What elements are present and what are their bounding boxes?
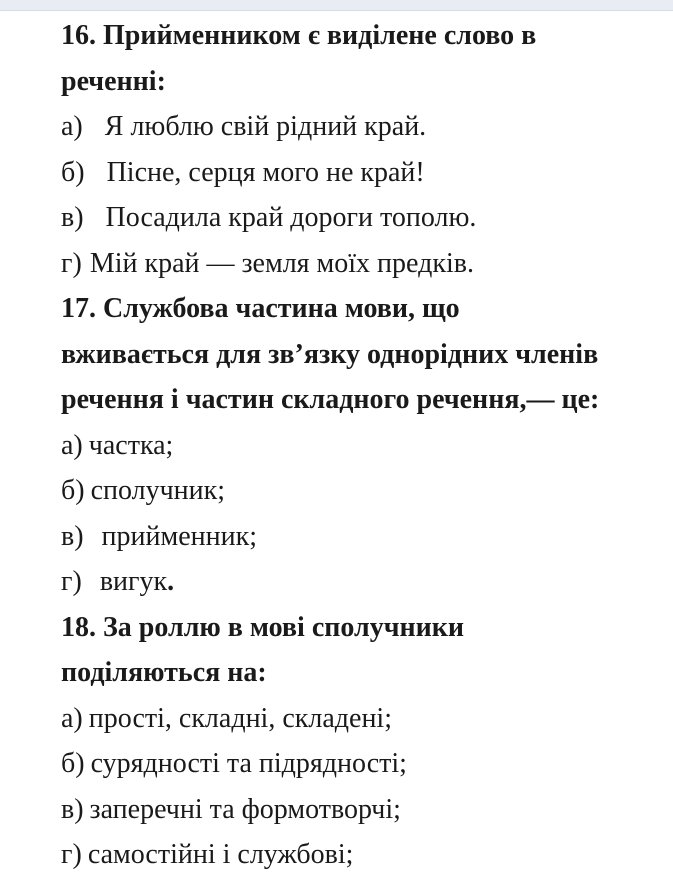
question-17-title-line-2: вживається для зв’язку однорідних членів [61, 338, 599, 370]
question-17-option-a [61, 423, 673, 469]
option-letter: в) [61, 793, 84, 825]
question-16-title-line-1 [61, 13, 673, 59]
option-letter: г) [61, 839, 82, 870]
option-text: вигук [99, 566, 168, 597]
question-16-option-c [61, 195, 673, 241]
option-letter: в) [61, 520, 84, 552]
top-bar [0, 0, 673, 11]
question-17-option-d [61, 559, 673, 605]
question-18-option-a [61, 696, 673, 742]
option-suffix: . [167, 566, 175, 597]
question-17-title-line-1 [61, 286, 673, 332]
question-18-title-line-2: поділяються на: [61, 657, 267, 688]
option-text: частка; [88, 429, 174, 461]
option-letter: а) [61, 111, 83, 142]
question-18-option-d [61, 832, 673, 878]
option-text: Я люблю свій рідний край. [104, 111, 427, 142]
question-number: 17. [61, 293, 96, 324]
question-17-option-b [61, 468, 673, 514]
option-letter: г) [61, 247, 82, 279]
question-17-option-c [61, 514, 673, 560]
document-page [61, 13, 673, 878]
question-text: Службова частина мови, що [103, 293, 460, 324]
option-text: Пісне, серця мого не край! [106, 156, 425, 188]
question-16-option-d [61, 241, 673, 287]
option-text: Посадила край дороги тополю. [105, 202, 477, 233]
option-letter: г) [61, 566, 82, 597]
option-text: Мій край — земля моїх предків. [89, 247, 474, 279]
question-text: За роллю в мові сполучники [103, 611, 465, 643]
option-letter: б) [61, 748, 85, 779]
question-16-title-line-2: реченні: [61, 65, 166, 97]
option-letter: б) [61, 475, 85, 506]
option-text: заперечні та формотворчі; [89, 793, 401, 825]
question-18-option-c [61, 787, 673, 833]
question-18-title-line-1 [61, 605, 673, 651]
question-16-option-b [61, 150, 673, 196]
option-letter: в) [61, 202, 84, 233]
option-text: прийменник; [101, 520, 257, 552]
question-number: 16. [61, 20, 96, 51]
question-17-title-line-3: речення і частин складного речення,— це: [61, 384, 600, 415]
option-text: сполучник; [90, 475, 226, 506]
option-letter: а) [61, 429, 83, 461]
option-text: прості, складні, складені; [88, 702, 392, 734]
option-text: сурядності та підрядності; [90, 748, 407, 779]
question-18-option-b [61, 741, 673, 787]
question-text: Прийменником є виділене слово в [103, 20, 537, 51]
option-letter: б) [61, 156, 85, 188]
option-letter: а) [61, 702, 83, 734]
question-number: 18. [61, 611, 96, 643]
question-16-option-a [61, 104, 673, 150]
option-text: самостійні і службові; [87, 839, 354, 870]
